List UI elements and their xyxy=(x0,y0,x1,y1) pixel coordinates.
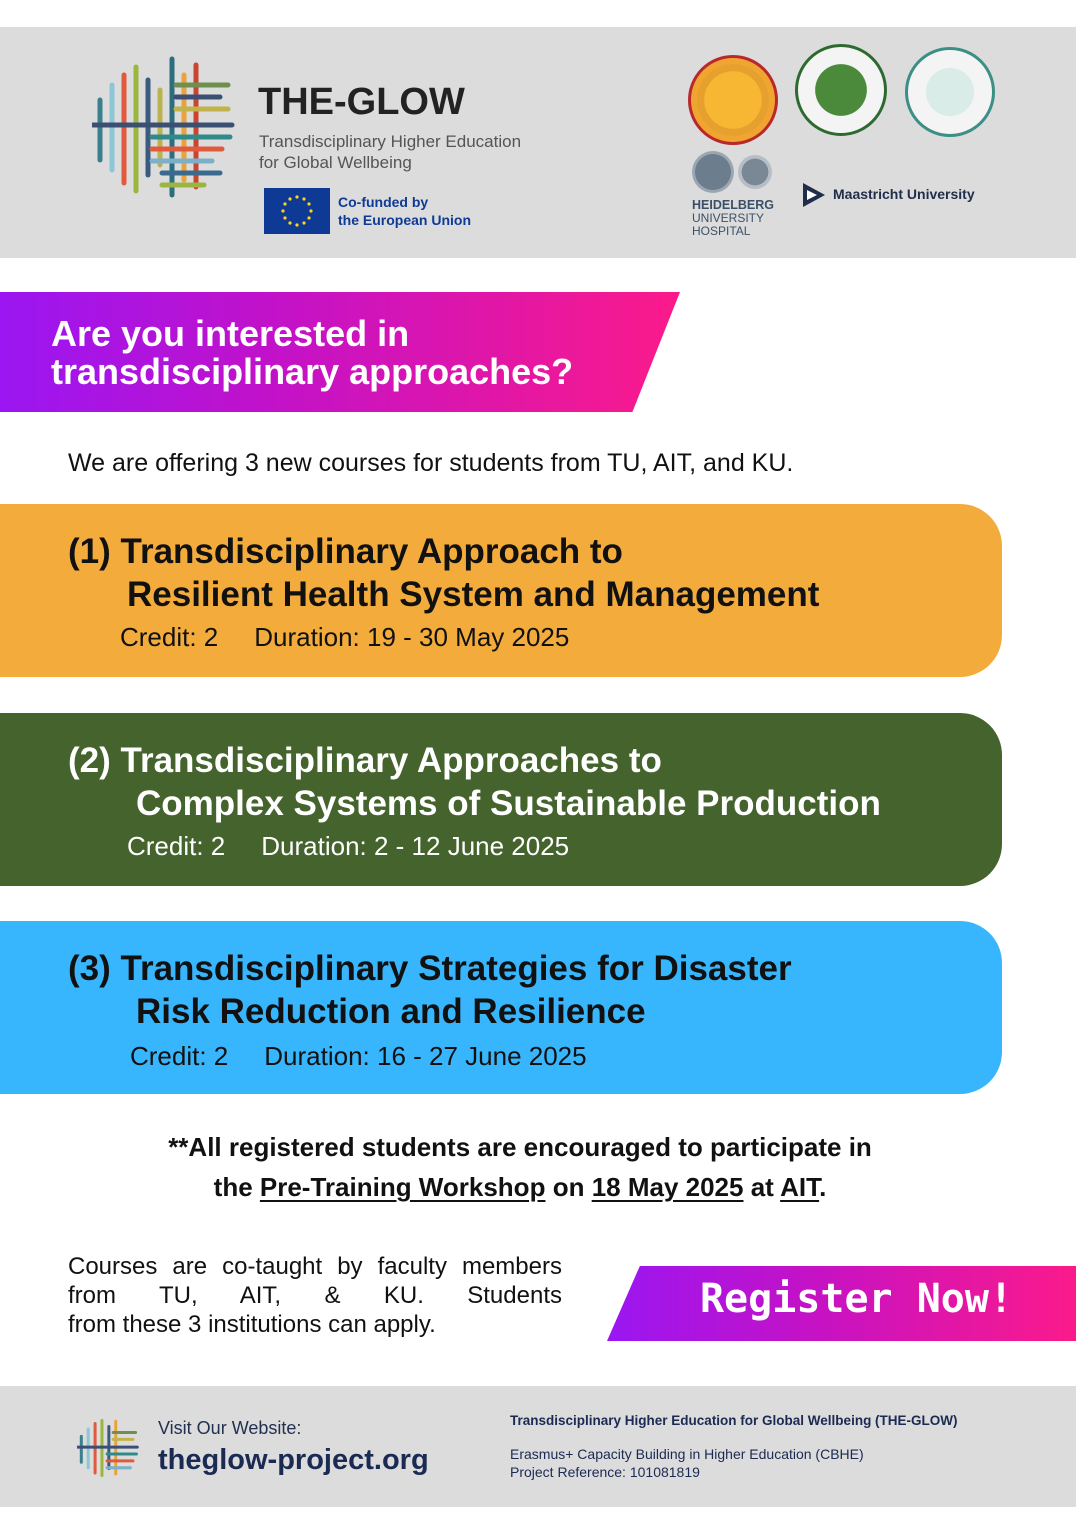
cotaught-text xyxy=(68,1252,562,1339)
course-3-title-line1: (3) Transdisciplinary Strategies for Disaster xyxy=(68,949,792,988)
heidelberg-line1: HEIDELBERG xyxy=(692,198,774,212)
course-card-1 xyxy=(0,504,1002,677)
course-2-credit: Credit: 2 xyxy=(127,831,226,861)
course-2-title-line2: Complex Systems of Sustainable Production xyxy=(136,784,881,823)
heidelberg-line2: UNIVERSITY xyxy=(692,211,765,225)
the-glow-logo-icon xyxy=(92,55,236,199)
heidelberg-seal-icon xyxy=(738,155,772,189)
header-band xyxy=(0,27,1076,258)
project-reference: Project Reference: 101081819 xyxy=(510,1464,700,1480)
course-1-title xyxy=(68,530,998,616)
course-card-2 xyxy=(0,713,1002,886)
brand-subtitle xyxy=(259,131,579,173)
course-3-title-line2: Risk Reduction and Resilience xyxy=(136,992,646,1031)
brand-subtitle-line2: for Global Wellbeing xyxy=(259,153,412,172)
maastricht-logo-icon xyxy=(803,183,825,207)
course-1-duration: Duration: 19 - 30 May 2025 xyxy=(254,622,570,652)
banner-title xyxy=(51,315,651,391)
heidelberg-text xyxy=(692,199,792,238)
website-link[interactable]: theglow-project.org xyxy=(158,1444,429,1476)
note-line2 xyxy=(0,1167,1040,1207)
course-2-title xyxy=(68,739,998,825)
workshop-link[interactable]: Pre-Training Workshop xyxy=(259,1172,546,1202)
note-at: at xyxy=(750,1172,774,1202)
course-3-meta xyxy=(130,1041,587,1072)
eu-line2: the European Union xyxy=(338,212,471,228)
note-on: on xyxy=(552,1172,585,1202)
ait-seal-icon xyxy=(795,44,887,136)
workshop-date: 18 May 2025 xyxy=(591,1172,744,1202)
workshop-note xyxy=(0,1127,1040,1207)
cotaught-main: Courses are co-taught by faculty members from TU, AIT, & KU. Students xyxy=(68,1253,562,1309)
course-3-credit: Credit: 2 xyxy=(130,1041,229,1071)
course-2-duration: Duration: 2 - 12 June 2025 xyxy=(261,831,570,861)
banner-line1: Are you interested in xyxy=(51,313,410,354)
thammasat-university-seal-icon xyxy=(688,55,778,145)
banner-line2: transdisciplinary approaches? xyxy=(51,351,574,392)
note-the: the xyxy=(213,1172,253,1202)
register-now-label[interactable]: Register Now! xyxy=(699,1276,1014,1322)
note-line1: **All registered students are encouraged to participate in xyxy=(168,1132,872,1162)
footer-logo-icon xyxy=(77,1417,139,1479)
course-1-credit: Credit: 2 xyxy=(120,622,219,652)
course-2-title-line1: (2) Transdisciplinary Approaches to xyxy=(68,741,662,780)
course-3-duration: Duration: 16 - 27 June 2025 xyxy=(264,1041,587,1071)
workshop-venue: AIT xyxy=(780,1172,820,1202)
brand-subtitle-line1: Transdisciplinary Higher Education xyxy=(259,132,522,151)
course-1-title-line1: (1) Transdisciplinary Approach to xyxy=(68,532,623,571)
heidelberg-building-icon xyxy=(692,151,734,193)
note-period: . xyxy=(819,1172,827,1202)
course-1-title-line2: Resilient Health System and Management xyxy=(127,575,820,614)
heidelberg-line3: HOSPITAL xyxy=(692,224,751,238)
kasetsart-university-seal-icon xyxy=(905,47,995,137)
eu-line1: Co-funded by xyxy=(338,194,429,210)
course-1-meta xyxy=(120,622,569,653)
eu-cofunded-text xyxy=(338,193,508,229)
visit-website-label: Visit Our Website: xyxy=(158,1418,302,1438)
eu-flag-icon xyxy=(264,188,330,234)
brand-title: THE-GLOW xyxy=(258,81,465,123)
course-card-3 xyxy=(0,921,1002,1094)
course-3-title xyxy=(68,947,998,1033)
maastricht-text: Maastricht University xyxy=(833,186,975,202)
footer-band xyxy=(0,1386,1076,1507)
intro-text: We are offering 3 new courses for students from TU, AIT, and KU. xyxy=(68,449,794,477)
project-name: Transdisciplinary Higher Education for Global Wellbeing (THE-GLOW) xyxy=(510,1413,958,1428)
cotaught-last: from these 3 institutions can apply. xyxy=(68,1311,436,1338)
course-2-meta xyxy=(127,831,569,862)
project-programme: Erasmus+ Capacity Building in Higher Education (CBHE) xyxy=(510,1446,864,1462)
